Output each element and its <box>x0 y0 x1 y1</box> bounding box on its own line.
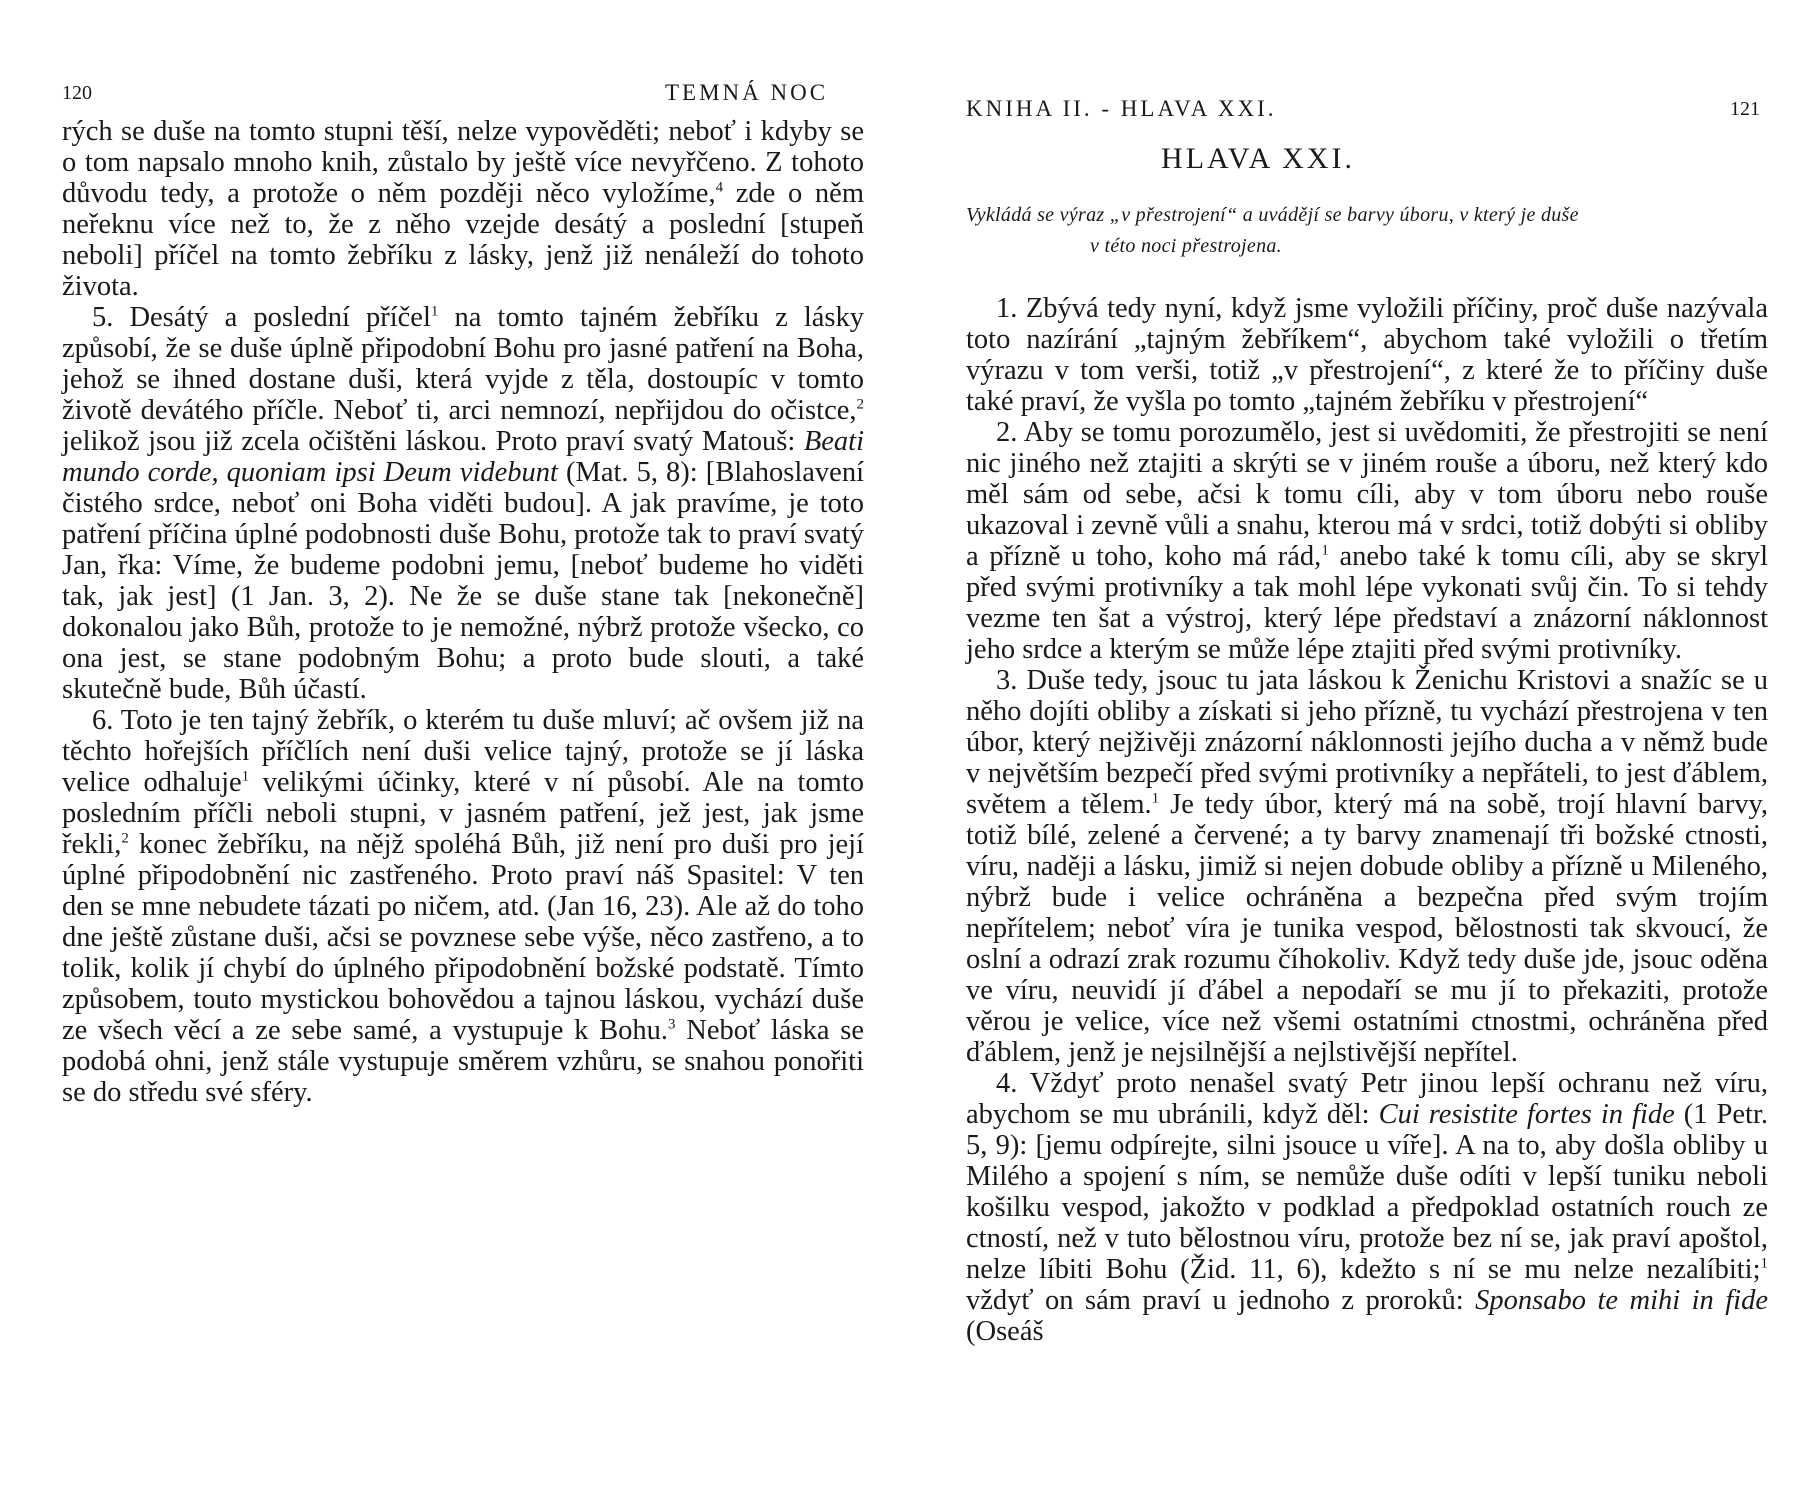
text-run: velikými účinky, které v ní působí. Ale na tomto posledním příčli neboli stupni, v jasném patření, jež jest, jak jsme řekli, <box>62 767 864 860</box>
text-run: (Oseáš <box>966 1316 1044 1347</box>
latin-quote: Sponsabo te mihi in fide <box>1475 1285 1768 1316</box>
text-run: 3. Duše tedy, jsouc tu jata láskou k Ženichu Kristovi a snažíc se u něho dojíti obliby a získati si jeho přízně, tu vychází přestrojena v ten úbor, který nejživěji znázorní náklonnosti jejího ducha a v němž bude v největším bezpečí před svými protivníky a nepřáteli, to jest ďáblem, světem a tělem. <box>966 665 1768 820</box>
text-run: zde o něm neřeknu více než to, že z něho vzejde desátý a poslední [stupeň neboli] příčel na tomto žebříku z lásky, jenž již nenáleží do tohoto života. <box>62 178 864 302</box>
running-head-right: KNIHA II. - HLAVA XXI. <box>966 96 1277 121</box>
footnote-mark: 4 <box>715 179 724 196</box>
text-run: vždyť on sám praví u jednoho z proroků: <box>966 1285 1476 1316</box>
footnote-mark: 1 <box>1151 790 1160 807</box>
footnote-mark: 3 <box>668 1016 676 1033</box>
paragraph <box>966 293 1768 417</box>
chapter-summary-line2: v této noci přestrojena. <box>1090 235 1282 257</box>
page-number-right: 121 <box>1730 98 1760 120</box>
paragraph <box>62 705 864 1108</box>
footnote-mark: 1 <box>241 768 250 785</box>
footnote-mark: 1 <box>430 303 439 320</box>
paragraph <box>966 665 1768 1068</box>
text-run: anebo také k tomu cíli, aby se skryl před svými protivníky a tak mohl lépe vykonati svůj čin. To si tehdy vezme ten šat a výstroj, který lépe představí a znázorní náklonnost jeho srdce a kterým se může lépe ztajiti před svými protivníky. <box>966 541 1769 665</box>
paragraph <box>966 1068 1768 1347</box>
latin-quote: Cui resistite fortes in fide <box>1378 1099 1675 1130</box>
latin-quote: Beati mundo corde, quoniam ipsi Deum videbunt <box>62 426 864 488</box>
text-run: 4. Vždyť proto nenašel svatý Petr jinou lepší ochranu než víru, abychom se mu ubránili, když děl: <box>966 1068 1768 1130</box>
text-run: Neboť láska se podobá ohni, jenž stále vystupuje směrem vzhůru, se snahou ponořiti se do středu své sféry. <box>62 1015 864 1108</box>
running-head-left: TEMNÁ NOC <box>665 80 829 105</box>
right-page <box>904 0 1808 1500</box>
body-text-left <box>62 116 864 1108</box>
paragraph <box>62 116 864 302</box>
text-run: 6. Toto je ten tajný žebřík, o kterém tu duše mluví; ač ovšem již na těchto hořejších příčlích není duši velice tajný, protože se jí láska velice odhaluje <box>62 705 864 798</box>
chapter-title: HLAVA XXI. <box>1161 142 1355 175</box>
text-run: konec žebříku, na nějž spoléhá Bůh, již není pro duši pro její úplné připodobnění nic zastřeného. Proto praví náš Spasitel: V ten den se mne nebudete tázati po ničem, atd. (Jan 16, 23). Ale až do toho dne ještě zůstane duši, ačsi se povznese sebe výše, něco zastřeno, a to tolik, kolik jí chybí do úplného připodobnění božské podstatě. Tímto způsobem, touto mystickou bohovědou a tajnou láskou, vychází duše ze všech věcí a ze sebe samé, a vystupuje k Bohu. <box>62 829 864 1046</box>
text-run: (Mat. 5, 8): [Blahoslavení čistého srdce, neboť oni Boha viděti budou]. A jak pravíme, je toto patření příčina úplné podobnosti duše Bohu, protože tak to praví svatý Jan, řka: Víme, že budeme podobni jemu, [neboť budeme ho viděti tak, jak jest] (1 Jan. 3, 2). Ne že se duše stane tak [nekonečně] dokonalou jako Bůh, protože to je nemožné, nýbrž protože všecko, co ona jest, se stane podobným Bohu; a proto bude slouti, a také skutečně bude, Bůh účastí. <box>62 457 864 705</box>
chapter-summary-line1: Vykládá se výraz „v přestrojení“ a uvádějí se barvy úboru, v který je duše <box>966 204 1579 226</box>
text-run: rých se duše na tomto stupni těší, nelze vypověděti; neboť i kdyby se o tom napsalo mnoho knih, zůstalo by ještě více nevyřčeno. Z tohoto důvodu tedy, a protože o něm později něco vyložíme, <box>62 116 864 209</box>
text-run: 2. Aby se tomu porozumělo, jest si uvědomiti, že přestrojiti se není nic jiného než ztajiti a skrýti se v jiném rouše a úboru, než který kdo měl sám od sebe, ačsi k tomu cíli, aby v tom úboru nebo rouše ukazoval i zevně vůli a snahu, kterou má v srdci, totiž dobýti si obliby a přízně u toho, koho má rád, <box>966 417 1768 572</box>
body-text-right <box>966 293 1768 1347</box>
text-run: na tomto tajném žebříku z lásky způsobí, že se duše úplně připodobní Bohu pro jasné patření na Boha, jehož se ihned dostane duši, která vyjde z těla, dostoupíc v tomto životě devátého příčle. Neboť ti, arci nemnozí, nepřijdou do očistce, <box>62 302 864 426</box>
footnote-mark: 2 <box>856 396 864 413</box>
text-run: 1. Zbývá tedy nyní, když jsme vyložili příčiny, proč duše nazývala toto nazírání „tajným žebříkem“, abychom také vyložili o třetím výrazu v tom verši, totiž „v přestrojení“, z které že to příčiny duše také praví, že vyšla po tomto „tajném žebříku v přestrojení“ <box>966 293 1768 417</box>
paragraph <box>966 417 1768 665</box>
text-run: jelikož jsou již zcela očištěni láskou. Proto praví svatý Matouš: <box>62 426 804 457</box>
page-number-left: 120 <box>62 82 92 104</box>
footnote-mark: 1 <box>1321 542 1329 559</box>
chapter-summary <box>966 200 1786 262</box>
text-run: (1 Petr. 5, 9): [jemu odpírejte, silni jsouce u víře]. A na to, aby došla obliby u Milého a spojení s ním, se nemůže duše odíti v lepší tuniku neboli košilku vespod, jakožto v podklad a předpoklad ostatních rouch ze ctností, než v tuto bělostnou víru, protože bez ní se, jak praví apoštol, nelze líbiti Bohu (Žid. 11, 6), kdežto s ní se mu nelze nezalíbiti; <box>966 1099 1768 1285</box>
text-run: Je tedy úbor, který má na sobě, trojí hlavní barvy, totiž bílé, zelené a červené; a ty barvy znamenají tři božské ctnosti, víru, naději a lásku, jimiž si nejen dobude obliby a přízně u Mileného, nýbrž bude i velice ochráněna a bezpečna před svým trojím nepřítelem; neboť víra je tunika vespod, bělostnosti tak skvoucí, že oslní a odrazí zrak rozumu číhokoliv. Když tedy duše jde, jsouc oděna ve víru, neuvidí jí ďábel a nepodaří se mu jí to překaziti, protože věrou je velice, více než všemi ostatními ctnostmi, ochráněna před ďáblem, jenž je nejsilnější a nejlstivější nepřítel. <box>966 789 1769 1068</box>
footnote-mark: 1 <box>1760 1255 1768 1272</box>
text-run: 5. Desátý a poslední příčel <box>92 302 431 333</box>
footnote-mark: 2 <box>121 830 129 847</box>
paragraph <box>62 302 864 705</box>
